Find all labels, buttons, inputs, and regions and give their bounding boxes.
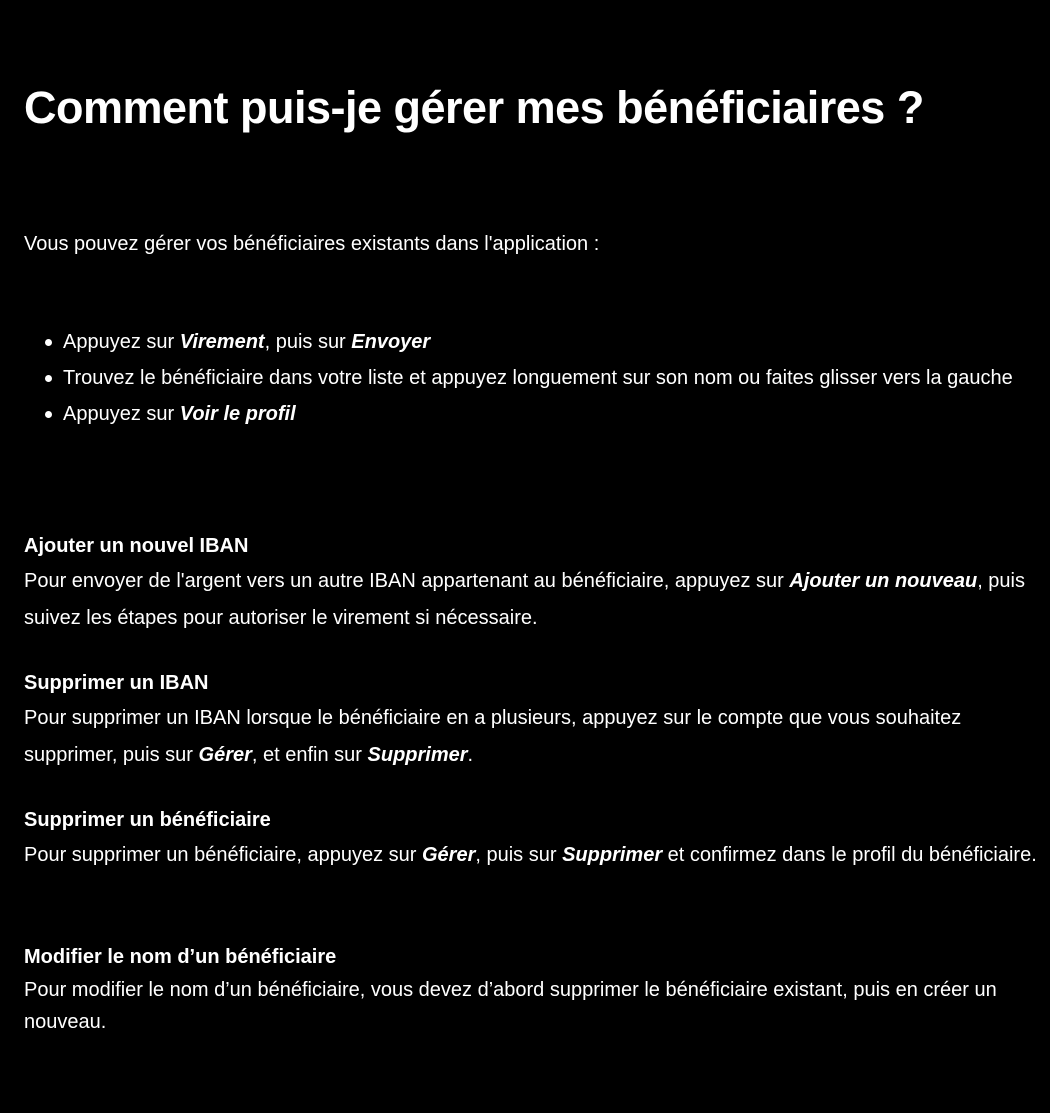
body-text: Pour supprimer un bénéficiaire, appuyez sur [24, 844, 422, 866]
step-text: Trouvez le bénéficiaire dans votre liste et appuyez longuement sur son nom ou faites glisser vers la gauche [63, 367, 1013, 389]
ui-label-envoyer: Envoyer [351, 331, 431, 353]
section-rename-beneficiary [24, 942, 1044, 1038]
step-text: Appuyez sur [63, 403, 180, 425]
body-text: , puis suivez les étapes pour autoriser le virement si nécessaire. [24, 570, 1025, 629]
section-body [24, 700, 1044, 774]
section-heading: Supprimer un IBAN [24, 672, 209, 694]
body-text: . [467, 744, 474, 766]
body-text: Pour modifier le nom d’un bénéficiaire, vous devez d’abord supprimer le bénéficiaire existant, puis en créer un nouveau. [24, 979, 997, 1033]
page-title: Comment puis-je gérer mes bénéficiaires ? [24, 82, 924, 133]
section-heading: Supprimer un bénéficiaire [24, 809, 271, 831]
section-body [24, 563, 1044, 637]
section-body [24, 974, 1044, 1038]
ui-label-gerer: Gérer [198, 744, 252, 766]
ui-label-supprimer: Supprimer [562, 844, 663, 866]
body-text: Pour envoyer de l'argent vers un autre IBAN appartenant au bénéficiaire, appuyez sur [24, 570, 790, 592]
section-delete-beneficiary [24, 805, 1044, 874]
body-text: , et enfin sur [251, 744, 368, 766]
section-heading: Modifier le nom d’un bénéficiaire [24, 946, 337, 968]
ui-label-supprimer: Supprimer [367, 744, 468, 766]
ui-label-virement: Virement [179, 331, 265, 353]
intro-text: Vous pouvez gérer vos bénéficiaires existants dans l'application : [24, 233, 600, 255]
section-add-iban [24, 531, 1044, 637]
section-body [24, 837, 1044, 874]
steps-list [24, 326, 1048, 434]
ui-label-gerer: Gérer [422, 844, 476, 866]
body-text: et confirmez dans le profil du bénéficiaire. [662, 844, 1037, 866]
ui-label-ajouter-un-nouveau: Ajouter un nouveau [789, 570, 978, 592]
ui-label-voir-le-profil: Voir le profil [179, 403, 296, 425]
body-text: , puis sur [475, 844, 563, 866]
body-text: Pour supprimer un IBAN lorsque le bénéficiaire en a plusieurs, appuyez sur le compte que vous souhaitez supprimer, puis sur [24, 707, 962, 766]
section-delete-iban [24, 668, 1044, 774]
list-item [63, 398, 1048, 430]
step-text: , puis sur [264, 331, 352, 353]
list-item [63, 326, 1048, 358]
section-heading: Ajouter un nouvel IBAN [24, 535, 249, 557]
list-item [63, 362, 1048, 394]
step-text: Appuyez sur [63, 331, 180, 353]
